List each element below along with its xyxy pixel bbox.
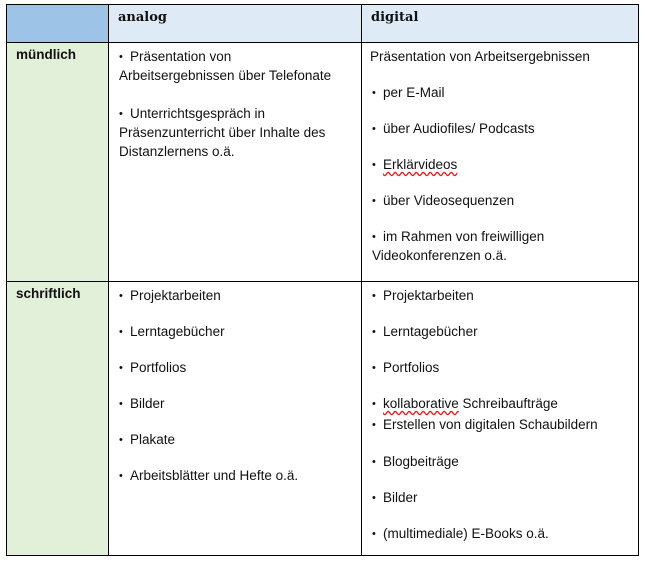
list-item: • Bilder [119,396,165,411]
list-item: • Präsentation von [119,49,232,64]
header-digital: digital [371,10,419,25]
bullet-icon: • [119,290,123,302]
list-item: • Bilder [372,490,418,505]
comparison-table [6,4,639,556]
list-item: • (multimediale) E-Books o.ä. [372,526,549,541]
header-digital-cell [362,4,639,43]
list-intro: Präsentation von Arbeitsergebnissen [370,49,590,64]
header-analog: analog [118,10,167,25]
cell-muendlich-digital [362,43,639,282]
list-item-continuation: Arbeitsergebnissen über Telefonate [119,68,332,83]
row-label-muendlich: mündlich [16,47,76,62]
bullet-icon: • [372,492,376,504]
cell-schriftlich-analog [109,282,362,556]
bullet-icon: • [119,362,123,374]
list-item-continuation: Distanzlernens o.ä. [119,144,235,159]
list-item-continuation: Videokonferenzen o.ä. [372,248,507,263]
bullet-icon: • [372,123,376,135]
row-label-schriftlich: schriftlich [16,286,81,301]
list-item: • Erstellen von digitalen Schaubildern [372,417,598,432]
bullet-icon: • [119,398,123,410]
bullet-icon: • [119,434,123,446]
list-item: • Arbeitsblätter und Hefte o.ä. [119,468,299,483]
bullet-icon: • [119,470,123,482]
bullet-icon: • [372,528,376,540]
bullet-icon: • [372,195,376,207]
bullet-icon: • [372,362,376,374]
bullet-icon: • [372,456,376,468]
row-label-cell-muendlich [6,43,109,282]
bullet-icon: • [372,398,376,410]
bullet-icon: • [372,87,376,99]
list-item-continuation: Präsenzunterricht über Inhalte des [119,125,326,140]
cell-muendlich-analog [109,43,362,282]
list-item: • Projektarbeiten [119,288,221,303]
bullet-icon: • [372,290,376,302]
cell-schriftlich-digital [362,282,639,556]
list-item: • Blogbeiträge [372,454,459,469]
list-item: • Projektarbeiten [372,288,474,303]
list-item: • per E-Mail [372,85,445,100]
bullet-icon: • [372,159,376,171]
list-item: • im Rahmen von freiwilligen [372,229,545,244]
list-item: • Erklärvideos [372,157,458,172]
bullet-icon: • [119,108,123,120]
list-item: • über Videosequenzen [372,193,515,208]
list-item: • Lerntagebücher [372,324,478,339]
bullet-icon: • [372,326,376,338]
row-label-cell-schriftlich [6,282,109,556]
list-item: • über Audiofiles/ Podcasts [372,121,535,136]
list-item: • kollaborative Schreibaufträge [372,396,558,411]
header-analog-cell [109,4,362,43]
list-item: • Unterrichtsgespräch in [119,106,266,121]
list-item: • Lerntagebücher [119,324,225,339]
list-item: • Portfolios [372,360,440,375]
bullet-icon: • [372,419,376,431]
list-item: • Plakate [119,432,176,447]
list-item: • Portfolios [119,360,187,375]
bullet-icon: • [119,51,123,63]
header-corner-cell [6,4,109,43]
bullet-icon: • [372,231,376,243]
bullet-icon: • [119,326,123,338]
